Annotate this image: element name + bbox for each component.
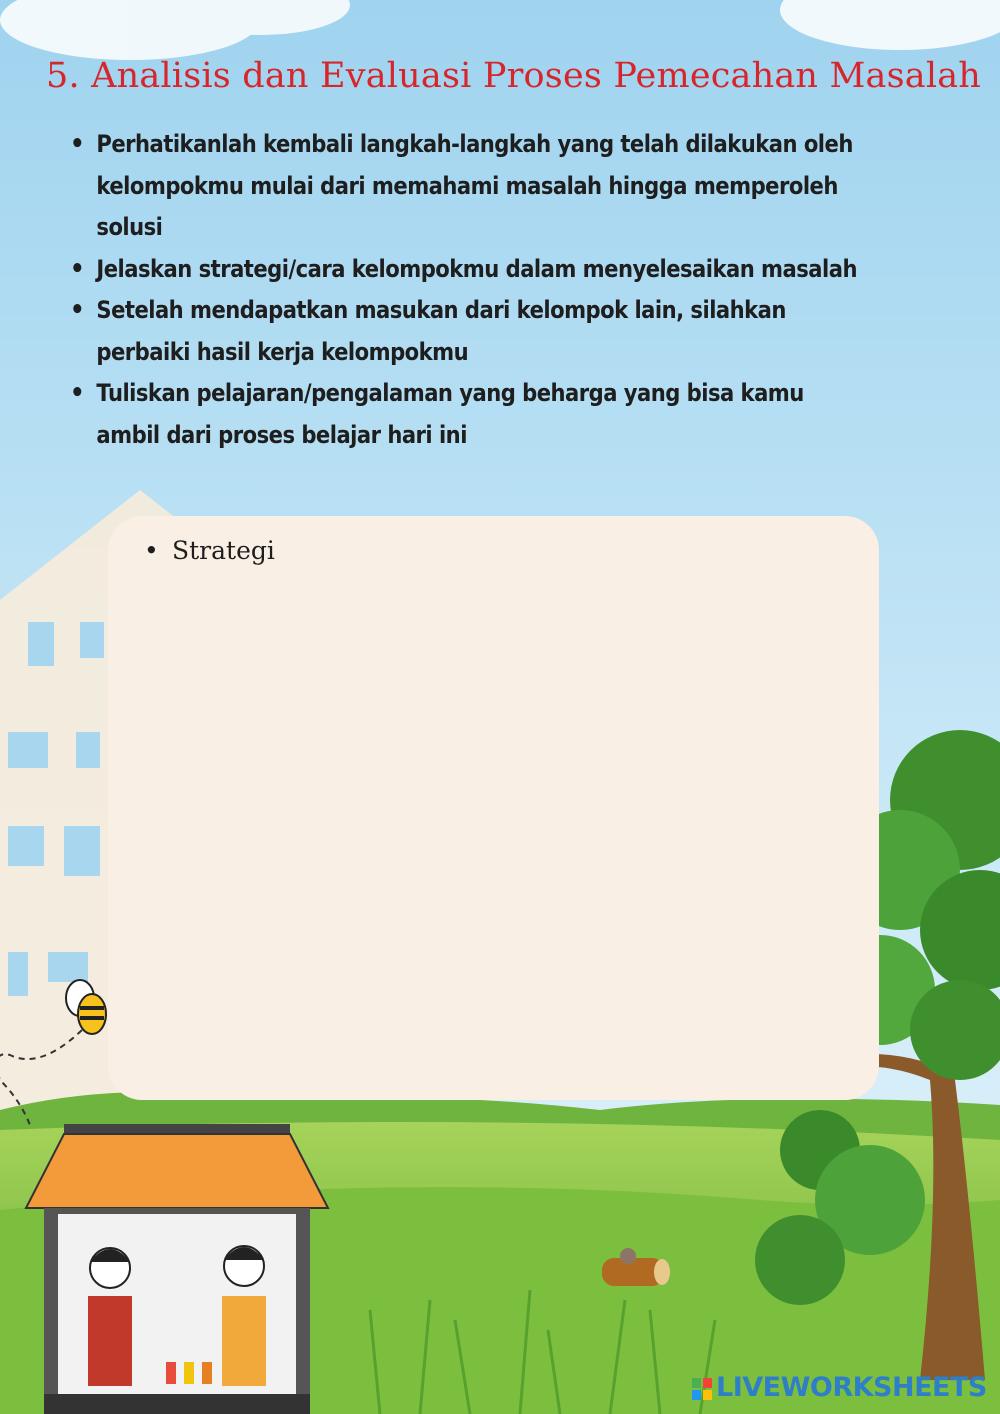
instruction-item: • Setelah mendapatkan masukan dari kelompok lain, silahkan perbaiki hasil kerja kelompokmu xyxy=(70,290,871,373)
liveworksheets-logo-icon xyxy=(692,1378,712,1400)
page-title: 5. Analisis dan Evaluasi Proses Pemecahan Masalah xyxy=(46,56,982,96)
instruction-item: • Jelaskan strategi/cara kelompokmu dalam menyelesaikan masalah xyxy=(70,249,871,291)
liveworksheets-logo xyxy=(692,1372,992,1408)
food-stall-illustration xyxy=(26,1124,328,1414)
instruction-item: • Perhatikanlah kembali langkah-langkah yang telah dilakukan oleh kelompokmu mulai dari memahami masalah hingga memperoleh solusi xyxy=(70,124,871,249)
brand-text: LIVEWORKSHEETS xyxy=(716,1372,987,1403)
instruction-item: • Tuliskan pelajaran/pengalaman yang beharga yang bisa kamu ambil dari proses belajar hari ini xyxy=(70,373,871,456)
answer-label-strategi: • Strategi xyxy=(144,536,275,565)
instruction-list xyxy=(70,124,857,456)
answer-box[interactable] xyxy=(108,516,879,1100)
